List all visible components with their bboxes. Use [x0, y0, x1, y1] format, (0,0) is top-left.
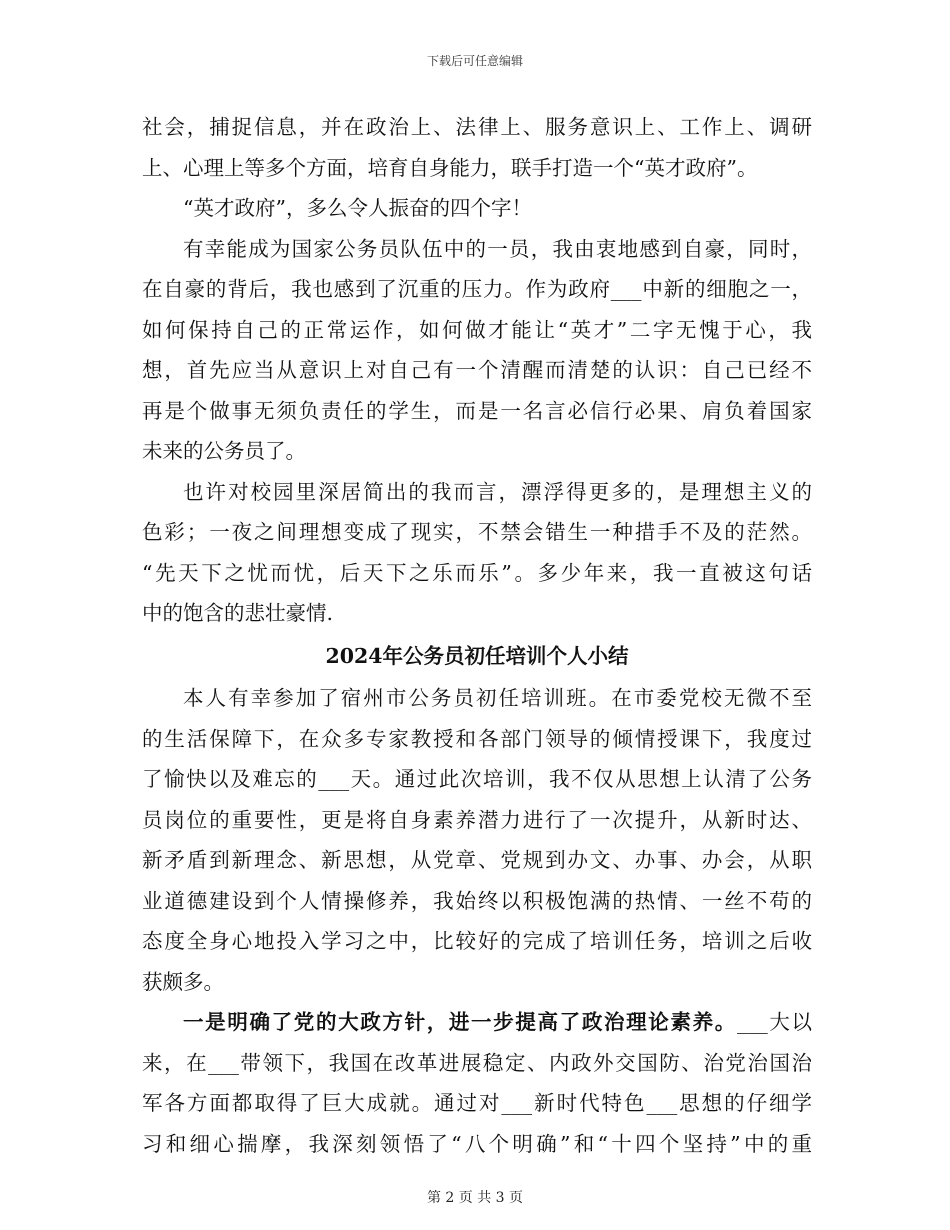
- text-line: “英才政府”，多么令人振奋的四个字！: [183, 196, 532, 220]
- text-line: 再是个做事无须负责任的学生，而是一名言必信行必果、肩负着国家: [142, 398, 812, 423]
- text-line: 了愉快以及难忘的___天。通过此次培训，我不仅从思想上认清了公务: [142, 767, 812, 791]
- text-line: 本人有幸参加了宿州市公务员初任培训班。在市委党校无微不至: [183, 686, 812, 710]
- inline-text: ___大以: [736, 1010, 813, 1034]
- text-line: 也许对校园里深居简出的我而言，漂浮得更多的，是理想主义的: [183, 479, 812, 504]
- text-line: 未来的公务员了。: [142, 439, 306, 463]
- text-line: 获颇多。: [142, 969, 224, 994]
- paragraph-policy: [142, 1002, 812, 1164]
- text-line: 社会，捕捉信息，并在政治上、法律上、服务意识上、工作上、调研: [142, 115, 812, 139]
- paragraph-pride: [142, 229, 812, 472]
- text-line: 中的饱含的悲壮豪情.: [142, 601, 334, 625]
- paragraph-continuation: [142, 107, 812, 188]
- text-line: [142, 1002, 812, 1043]
- text-line: 在自豪的背后，我也感到了沉重的压力。作为政府___中新的细胞之一，: [142, 277, 812, 301]
- paragraph-exclamation: [142, 188, 812, 229]
- text-line: “先天下之忧而忧，后天下之乐而乐”。多少年来，我一直被这句话: [142, 560, 812, 585]
- page-footer: 第 2 页 共 3 页: [426, 1190, 524, 1206]
- paragraph-training-summary: [142, 678, 812, 1002]
- text-line: 态度全身心地投入学习之中，比较好的完成了培训任务，培训之后收: [142, 929, 812, 953]
- page-header: 下载后可任意编辑: [426, 54, 523, 68]
- text-line: 色彩；一夜之间理想变成了现实，不禁会错生一种措手不及的茫然。: [142, 520, 812, 544]
- text-line: 业道德建设到个人情操修养，我始终以积极饱满的热情、一丝不苟的: [142, 888, 812, 913]
- text-line: 有幸能成为国家公务员队伍中的一员，我由衷地感到自豪，同时，: [183, 236, 812, 261]
- text-line: 习和细心揣摩，我深刻领悟了“八个明确”和“十四个坚持”中的重: [142, 1131, 812, 1156]
- bold-lead-sentence: 一是明确了党的大政方针，进一步提高了政治理论素养。: [183, 1010, 737, 1034]
- text-line: 想，首先应当从意识上对自己有一个清醒而清楚的认识：自己已经不: [142, 358, 812, 382]
- section-title: 2024年公务员初任培训个人小结: [325, 643, 629, 668]
- text-line: 的生活保障下，在众多专家教授和各部门领导的倾情授课下，我度过: [142, 726, 812, 751]
- text-line: 来，在___带领下，我国在改革进展稳定、内政外交国防、治党治国治: [142, 1050, 812, 1075]
- text-line: 员岗位的重要性，更是将自身素养潜力进行了一次提升，从新时达、: [142, 807, 812, 832]
- text-line: 新矛盾到新理念、新思想，从党章、党规到办文、办事、办会，从职: [142, 848, 812, 872]
- paragraph-idealism: [142, 472, 812, 634]
- text-line: 军各方面都取得了巨大成就。通过对___新时代特色___思想的仔细学: [142, 1091, 812, 1115]
- text-line: 如何保持自己的正常运作，如何做才能让“英才”二字无愧于心，我: [142, 317, 812, 342]
- document-body: [142, 107, 812, 1164]
- text-line: 上、心理上等多个方面，培育自身能力，联手打造一个“英才政府”。: [142, 155, 758, 180]
